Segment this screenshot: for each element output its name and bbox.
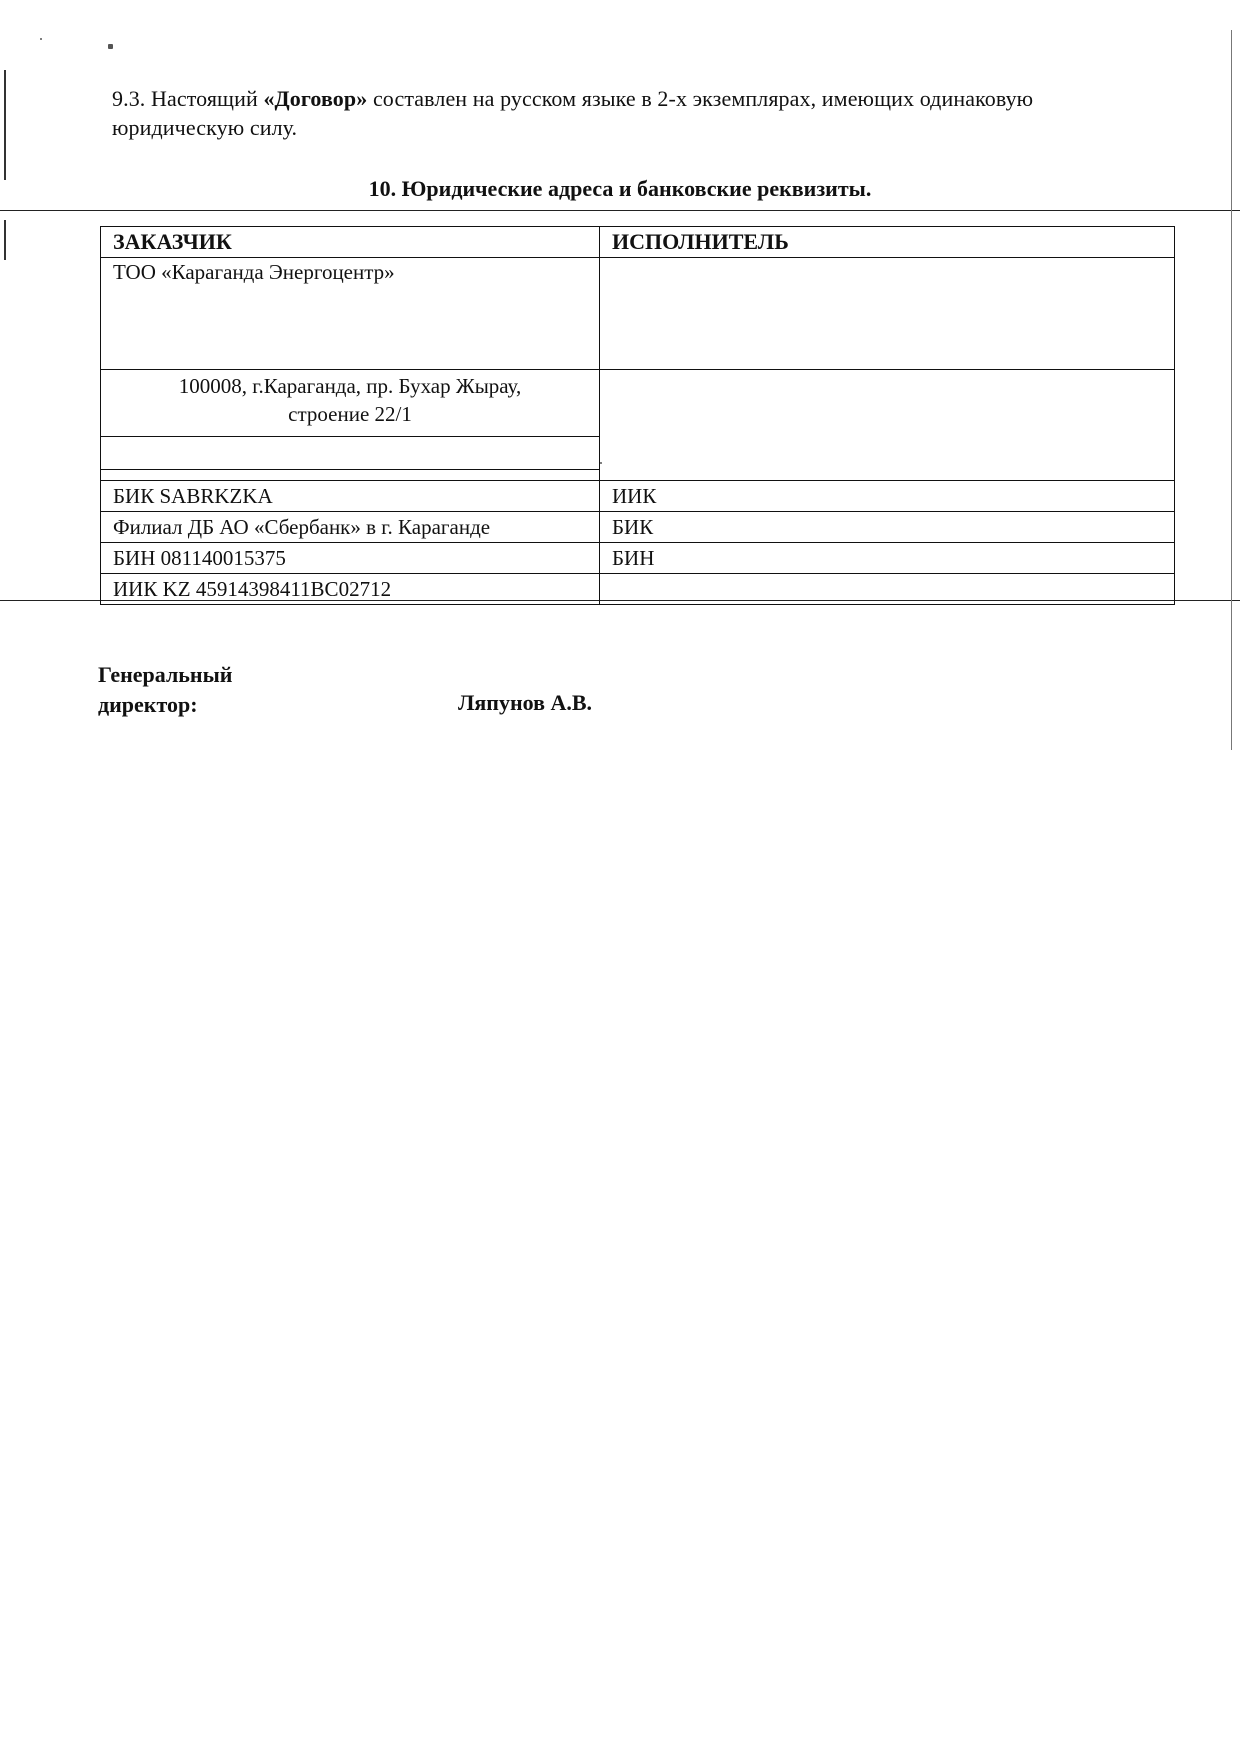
customer-name: ТОО «Караганда Энергоцентр» — [101, 258, 600, 370]
customer-empty-cell — [101, 437, 600, 470]
signatory-title — [98, 660, 232, 720]
contractor-address-cell — [600, 370, 1175, 481]
right-edge-mark — [1231, 30, 1232, 750]
scan-line-top — [0, 210, 1240, 211]
signatory-title-line2: директор: — [98, 692, 198, 717]
customer-bin: БИН 081140015375 — [101, 543, 600, 574]
scan-speck — [108, 44, 113, 49]
customer-address-line2: строение 22/1 — [288, 402, 412, 426]
customer-header: ЗАКАЗЧИК — [101, 227, 600, 258]
contractor-empty-cell — [600, 574, 1175, 605]
signatory-name: Ляпунов А.В. — [458, 690, 593, 715]
table-row — [101, 574, 1175, 605]
left-edge-mark — [4, 70, 6, 180]
table-row — [101, 481, 1175, 512]
customer-iik: ИИК KZ 45914398411BC02712 — [101, 574, 600, 605]
clause-9-3 — [112, 84, 1162, 142]
contractor-bin: БИН — [600, 543, 1175, 574]
table-row — [101, 543, 1175, 574]
contractor-header: ИСПОЛНИТЕЛЬ — [600, 227, 1175, 258]
customer-bank: Филиал ДБ АО «Сбербанк» в г. Караганде — [101, 512, 600, 543]
contractor-bik: БИК — [600, 512, 1175, 543]
customer-bik: БИК SABRKZKA — [101, 481, 600, 512]
requisites-table — [100, 226, 1175, 605]
customer-empty-thin-cell — [101, 470, 600, 481]
contractor-iik: ИИК — [600, 481, 1175, 512]
contract-term: «Договор» — [263, 86, 368, 111]
scan-speck — [40, 38, 42, 40]
customer-address — [101, 370, 600, 437]
left-edge-mark-lower — [4, 220, 6, 260]
section-heading: 10. Юридические адреса и банковские реквизиты. — [368, 176, 872, 201]
signatory-title-line1: Генеральный — [98, 662, 233, 687]
table-row — [101, 512, 1175, 543]
contractor-name-cell — [600, 258, 1175, 370]
clause-prefix: 9.3. Настоящий — [112, 86, 264, 111]
clause-suffix: составлен на русском языке в 2-х экземплярах, имеющих одинаковую юридическую силу. — [112, 86, 1034, 140]
customer-address-line1: 100008, г.Караганда, пр. Бухар Жырау, — [178, 374, 522, 398]
